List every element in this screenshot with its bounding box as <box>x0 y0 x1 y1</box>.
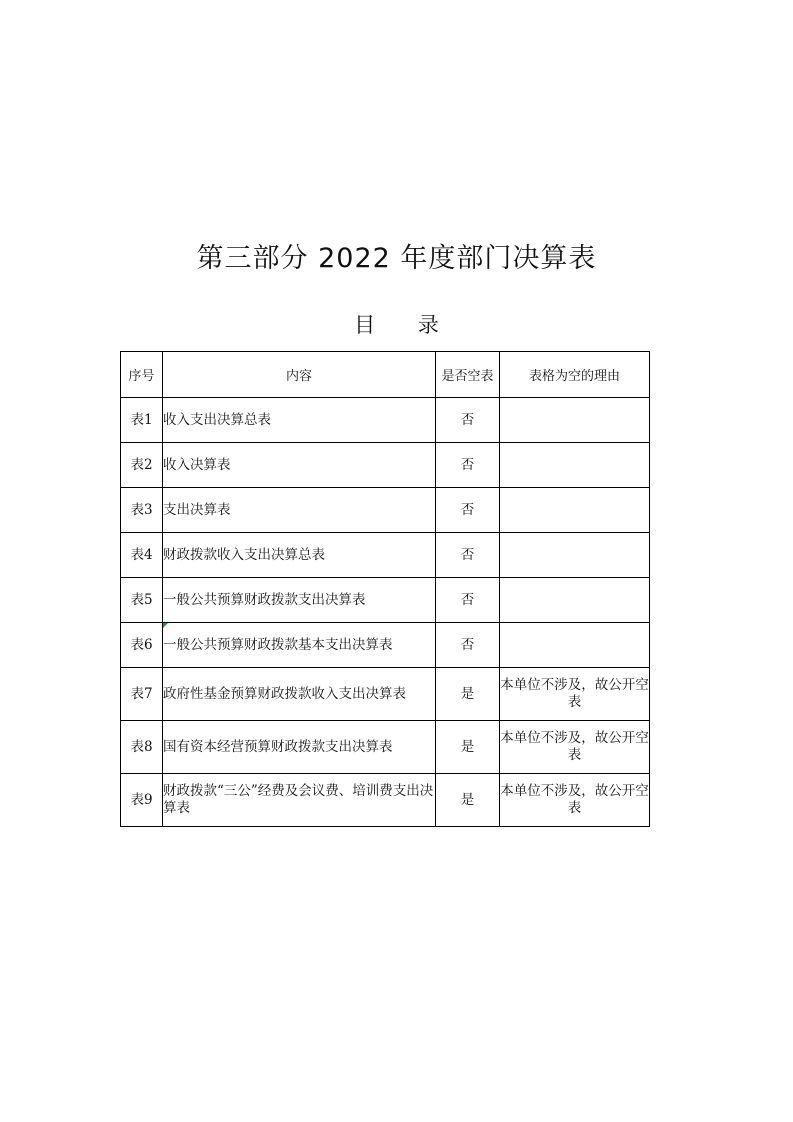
row-is-empty: 否 <box>436 488 500 533</box>
row-is-empty: 否 <box>436 623 500 668</box>
row-content: 财政拨款收入支出决算总表 <box>163 533 436 578</box>
row-reason <box>500 533 650 578</box>
table-row <box>121 533 650 578</box>
row-no: 表3 <box>121 488 163 533</box>
row-content: 一般公共预算财政拨款支出决算表 <box>163 578 436 623</box>
row-content: 收入支出决算总表 <box>163 398 436 443</box>
row-reason: 本单位不涉及，故公开空表 <box>500 668 650 721</box>
row-content: 收入决算表 <box>163 443 436 488</box>
table-row <box>121 721 650 774</box>
row-is-empty: 是 <box>436 774 500 827</box>
row-content: 政府性基金预算财政拨款收入支出决算表 <box>163 668 436 721</box>
row-reason <box>500 398 650 443</box>
page-title: 第三部分 2022 年度部门决算表 <box>196 243 597 274</box>
row-reason <box>500 443 650 488</box>
row-reason <box>500 488 650 533</box>
row-is-empty: 否 <box>436 533 500 578</box>
row-reason <box>500 578 650 623</box>
cell-comment-marker <box>163 623 168 628</box>
row-is-empty: 是 <box>436 721 500 774</box>
row-is-empty: 否 <box>436 443 500 488</box>
table-row <box>121 398 650 443</box>
table-row <box>121 774 650 827</box>
row-is-empty: 否 <box>436 578 500 623</box>
table-row <box>121 443 650 488</box>
table-row <box>121 668 650 721</box>
row-no: 表9 <box>121 774 163 827</box>
row-reason: 本单位不涉及，故公开空表 <box>500 774 650 827</box>
row-no: 表5 <box>121 578 163 623</box>
row-no: 表7 <box>121 668 163 721</box>
row-reason: 本单位不涉及，故公开空表 <box>500 721 650 774</box>
header-is-empty: 是否空表 <box>436 352 500 398</box>
header-content: 内容 <box>163 352 436 398</box>
row-no: 表4 <box>121 533 163 578</box>
table-header-row <box>121 352 650 398</box>
row-no: 表1 <box>121 398 163 443</box>
header-reason: 表格为空的理由 <box>500 352 650 398</box>
row-content: 财政拨款“三公”经费及会议费、培训费支出决算表 <box>163 774 436 827</box>
table-row <box>121 488 650 533</box>
header-no: 序号 <box>121 352 163 398</box>
row-content-cell <box>163 623 436 668</box>
toc-table <box>120 351 650 827</box>
row-content: 国有资本经营预算财政拨款支出决算表 <box>163 721 436 774</box>
row-no: 表6 <box>121 623 163 668</box>
toc-heading: 目 录 <box>354 313 457 337</box>
row-is-empty: 是 <box>436 668 500 721</box>
row-reason <box>500 623 650 668</box>
row-is-empty: 否 <box>436 398 500 443</box>
row-no: 表8 <box>121 721 163 774</box>
row-content: 一般公共预算财政拨款基本支出决算表 <box>163 636 393 653</box>
row-content: 支出决算表 <box>163 488 436 533</box>
table-row <box>121 623 650 668</box>
row-no: 表2 <box>121 443 163 488</box>
table-row <box>121 578 650 623</box>
